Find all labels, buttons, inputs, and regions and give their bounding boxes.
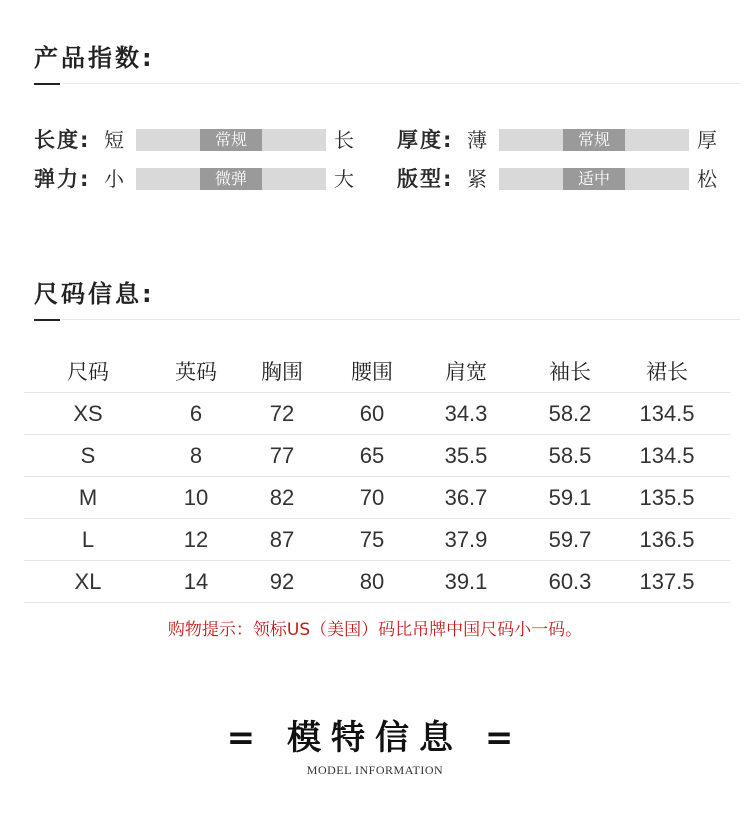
header-cell-size: 尺码 (67, 360, 109, 384)
header-cell-uk-size: 英码 (175, 360, 217, 384)
header-cell-waist: 腰围 (351, 360, 393, 384)
title-underline-mark (34, 83, 60, 85)
title-divider (62, 319, 740, 320)
header-cell-length: 裙长 (646, 360, 688, 384)
table-cell: 137.5 (639, 569, 695, 594)
attribute-fit (397, 166, 727, 192)
table-cell: 6 (189, 401, 203, 426)
table-cell: 60 (359, 401, 385, 426)
attribute-max: 松 (697, 167, 717, 191)
attribute-elasticity (34, 166, 364, 192)
table-cell: 65 (359, 443, 385, 468)
table-row (24, 519, 730, 561)
table-cell: 134.5 (639, 443, 695, 468)
attribute-max: 厚 (697, 128, 717, 152)
table-cell: 10 (183, 485, 209, 510)
table-cell: M (78, 485, 98, 510)
attribute-thickness (397, 127, 727, 153)
table-cell: 8 (189, 443, 203, 468)
header-cell-bust: 胸围 (261, 360, 303, 384)
table-cell: XS (73, 401, 103, 426)
table-cell: 72 (269, 401, 295, 426)
attribute-label: 版型: (397, 167, 454, 191)
header-cell-sleeve: 袖长 (549, 360, 591, 384)
table-cell: 35.5 (444, 443, 488, 468)
attribute-marker: 常规 (563, 129, 625, 151)
table-header-row (24, 352, 730, 393)
table-cell: 14 (183, 569, 209, 594)
title-underline-mark (34, 319, 60, 321)
shopping-tip: 购物提示：领标US（美国）码比吊牌中国尺码小一码。 (167, 620, 583, 640)
table-cell: 75 (359, 527, 385, 552)
table-cell: 36.7 (444, 485, 488, 510)
table-cell: 59.7 (548, 527, 592, 552)
table-cell: 87 (269, 527, 295, 552)
title-divider (62, 83, 740, 84)
table-cell: XL (74, 569, 102, 594)
table-cell: 135.5 (639, 485, 695, 510)
attribute-label: 长度: (34, 128, 91, 152)
attribute-scale-bar (499, 129, 689, 151)
product-index-title: 产品指数: (34, 44, 155, 72)
table-cell: 58.5 (548, 443, 592, 468)
table-cell: 80 (359, 569, 385, 594)
header-cell-shoulder: 肩宽 (445, 360, 487, 384)
attribute-marker: 适中 (563, 168, 625, 190)
table-cell: 12 (183, 527, 209, 552)
attribute-max: 长 (334, 128, 354, 152)
table-cell: 58.2 (548, 401, 592, 426)
attribute-length (34, 127, 364, 153)
table-cell: 136.5 (639, 527, 695, 552)
table-cell: 59.1 (548, 485, 592, 510)
model-info-title: = 模特信息 = (226, 718, 524, 758)
table-cell: 92 (269, 569, 295, 594)
table-row (24, 393, 730, 435)
attribute-label: 弹力: (34, 167, 91, 191)
attribute-min: 短 (104, 128, 124, 152)
table-cell: 37.9 (444, 527, 488, 552)
table-cell: 39.1 (444, 569, 488, 594)
table-cell: 77 (269, 443, 295, 468)
attribute-min: 薄 (467, 128, 487, 152)
table-cell: S (80, 443, 96, 468)
table-cell: 70 (359, 485, 385, 510)
attribute-max: 大 (334, 167, 354, 191)
size-table (24, 352, 730, 603)
table-cell: 82 (269, 485, 295, 510)
size-info-title: 尺码信息: (34, 280, 155, 308)
attribute-scale-bar (499, 168, 689, 190)
table-row (24, 561, 730, 603)
attribute-min: 紧 (467, 167, 487, 191)
table-cell: L (81, 527, 95, 552)
table-cell: 134.5 (639, 401, 695, 426)
attribute-marker: 微弹 (200, 168, 262, 190)
attribute-scale-bar (136, 129, 326, 151)
attribute-min: 小 (104, 167, 124, 191)
table-cell: 60.3 (548, 569, 592, 594)
attribute-scale-bar (136, 168, 326, 190)
table-row (24, 435, 730, 477)
attribute-label: 厚度: (397, 128, 454, 152)
model-info-subtitle: MODEL INFORMATION (306, 763, 444, 777)
table-cell: 34.3 (444, 401, 488, 426)
attribute-marker: 常规 (200, 129, 262, 151)
table-row (24, 477, 730, 519)
